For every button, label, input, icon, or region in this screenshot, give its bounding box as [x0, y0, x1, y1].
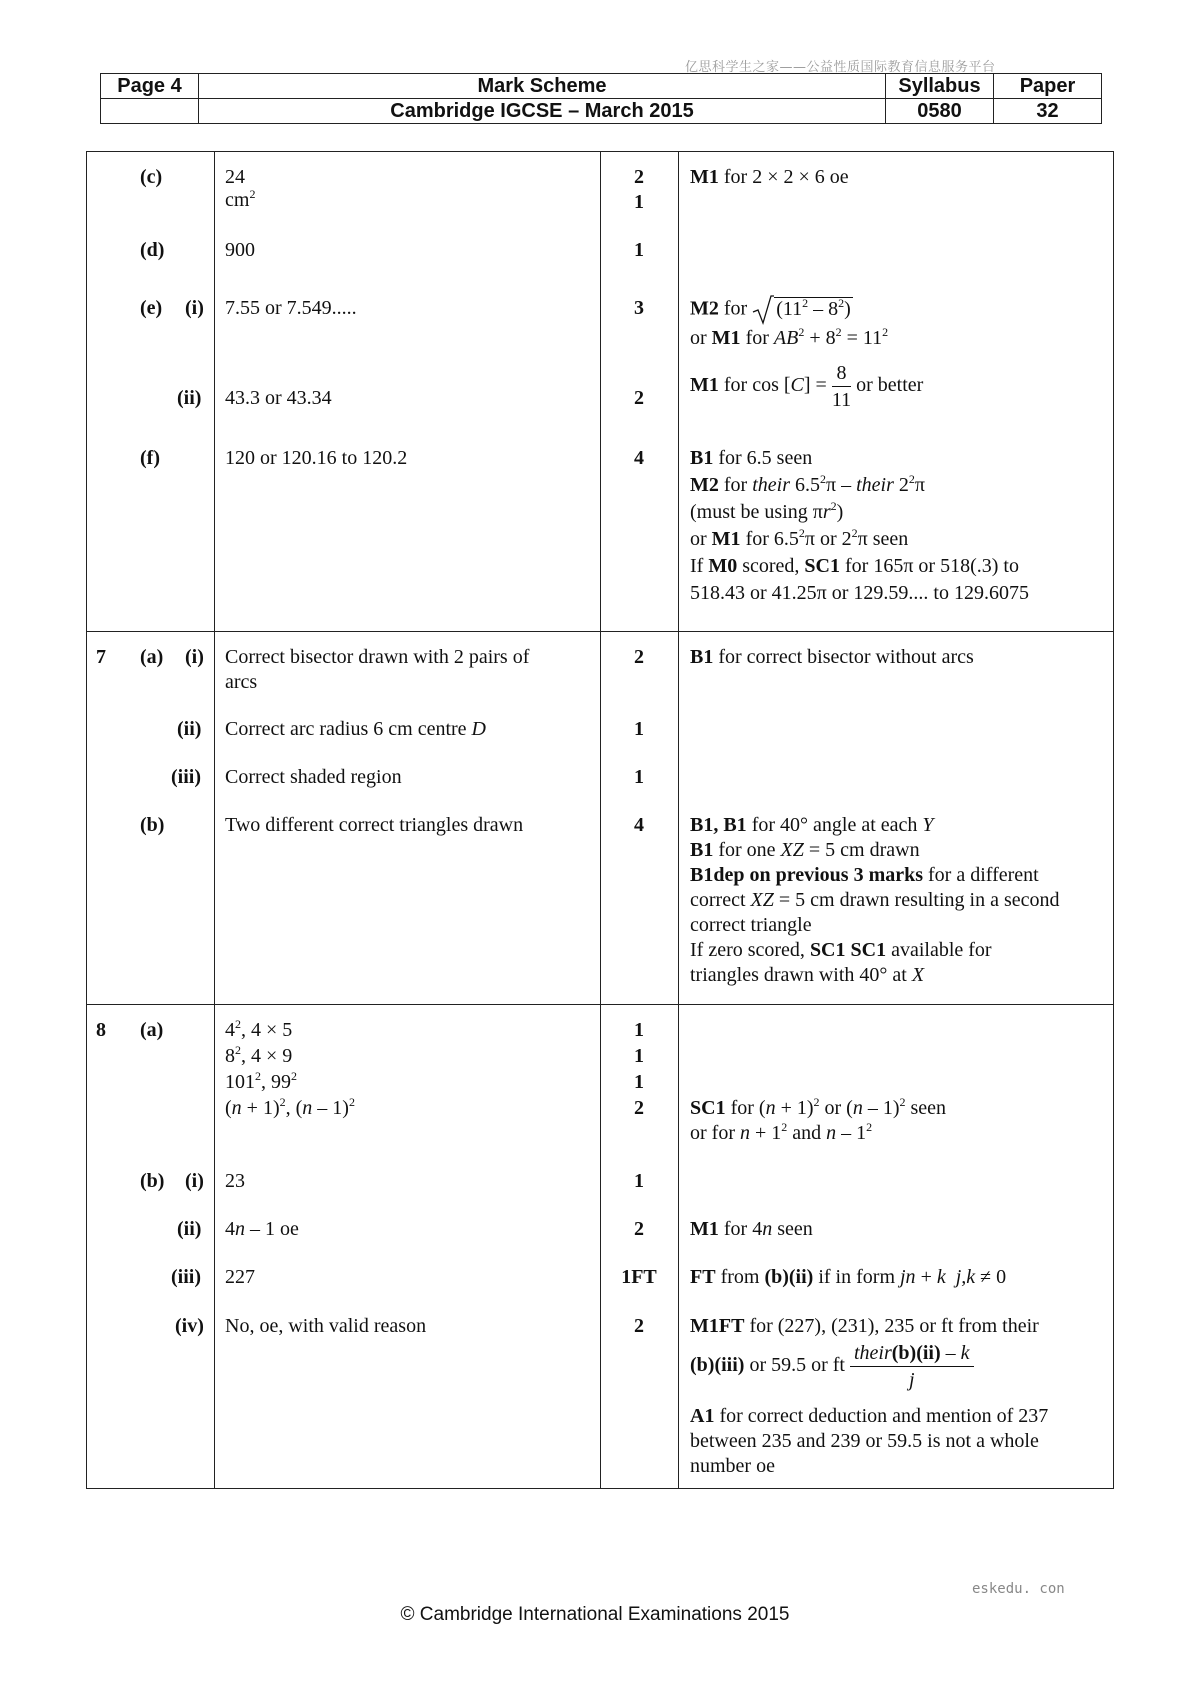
guidance-note: B1dep on previous 3 marks for a different	[690, 864, 1039, 886]
subpart-label: (i)	[185, 646, 204, 668]
watermark-text: 亿思科学生之家——公益性质国际教育信息服务平台	[685, 60, 996, 75]
answer: 900	[225, 239, 255, 261]
mark: 1	[634, 1170, 644, 1192]
guidance-note: FT from (b)(ii) if in form jn + k j,k ≠ 0	[690, 1266, 1007, 1288]
mark: 3	[634, 297, 644, 319]
column-divider	[600, 152, 601, 1488]
answer: 7.55 or 7.549.....	[225, 297, 357, 319]
answer: Correct arc radius 6 cm centre D	[225, 718, 486, 740]
guidance-note: SC1 for $(n + 1)^2$ or (n – 1)$^2$ seen	[690, 1095, 947, 1119]
answer: 43.3 or 43.34	[225, 387, 332, 409]
row-divider	[87, 631, 1113, 632]
answer: Two different correct triangles drawn	[225, 814, 524, 836]
row-divider	[87, 1004, 1113, 1005]
question-number: 8	[96, 1019, 106, 1041]
document-title: Mark Scheme	[199, 74, 886, 99]
mark: 1	[634, 718, 644, 740]
answer: arcs	[225, 671, 258, 693]
subpart-label: (iii)	[171, 1266, 201, 1288]
part-label: (c)	[140, 166, 163, 188]
mark: 1FT	[621, 1266, 657, 1288]
guidance-note: or M1 for $AB^2 + 8^2 = 11^2$	[690, 325, 889, 349]
mark: 2	[634, 1097, 644, 1119]
paper-label: Paper	[994, 74, 1102, 99]
question-number: 7	[96, 646, 106, 668]
subpart-label: (i)	[185, 297, 204, 319]
guidance-note: M1 for cos [C] = $\frac{8}{11}$ or better	[690, 362, 924, 411]
guidance-note: If M0 scored, SC1 for 165π or 518(.3) to	[690, 555, 1019, 577]
mark: 1	[634, 766, 644, 788]
mark: 2	[634, 1218, 644, 1240]
guidance-note: or M1 for $6.5^2\pi$ or $2^2\pi$ seen	[690, 526, 909, 550]
mark-scheme-table	[86, 151, 1114, 1489]
answer: $(n + 1)^2$, (n – 1)$^2$	[225, 1095, 355, 1119]
mark: 1	[634, 1019, 644, 1041]
site-watermark: eskedu. con	[972, 1581, 1065, 1597]
fraction: $\frac{8}{11}$	[831, 362, 852, 411]
answer: 23	[225, 1170, 245, 1192]
guidance-note: correct XZ = 5 cm drawn resulting in a second	[690, 889, 1060, 911]
part-label: (d)	[140, 239, 165, 261]
document-subtitle: Cambridge IGCSE – March 2015	[199, 99, 886, 124]
guidance-note: between 235 and 239 or 59.5 is not a whole	[690, 1430, 1039, 1452]
header-table	[100, 73, 1102, 124]
guidance-note: B1 for 6.5 seen	[690, 447, 813, 469]
mark: 2	[634, 646, 644, 668]
square-root: $(11^2 - 8^2)$	[752, 294, 853, 326]
guidance-note: M2 for $(11^2 - 8^2)$	[690, 294, 853, 326]
subpart-label: (ii)	[177, 1218, 202, 1240]
part-label: (e)	[140, 297, 163, 319]
part-label: (a)	[140, 1019, 164, 1041]
part-label: (a)	[140, 646, 164, 668]
mark: 1	[634, 239, 644, 261]
answer: Correct shaded region	[225, 766, 402, 788]
subpart-label: (iv)	[175, 1315, 204, 1337]
subpart-label: (iii)	[171, 766, 201, 788]
guidance-note: If zero scored, SC1 SC1 available for	[690, 939, 992, 961]
guidance-note: (must be using $\pi r^2$)	[690, 499, 844, 523]
mark: 4	[634, 447, 644, 469]
mark: 4	[634, 814, 644, 836]
answer: 24	[225, 166, 245, 188]
guidance-note: B1, B1 for 40° angle at each Y	[690, 814, 934, 836]
mark: 1	[634, 191, 644, 213]
mark: 1	[634, 1071, 644, 1093]
subpart-label: (i)	[185, 1170, 204, 1192]
subpart-label: (ii)	[177, 387, 202, 409]
mark: 2	[634, 387, 644, 409]
mark: 1	[634, 1045, 644, 1067]
part-label: (f)	[140, 447, 160, 469]
guidance-note: triangles drawn with 40° at X	[690, 964, 925, 986]
answer: 4n – 1 oe	[225, 1218, 299, 1240]
guidance-note: B1 for correct bisector without arcs	[690, 646, 974, 668]
answer: 120 or 120.16 to 120.2	[225, 447, 408, 469]
fraction: $\frac{\text{their(b)(ii) – k}}{j}$	[850, 1340, 974, 1393]
page-number: Page 4	[101, 74, 199, 99]
guidance-note: 518.43 or 41.25π or 129.59.... to 129.6075	[690, 582, 1029, 604]
guidance-note: M1 for 2 × 2 × 6 oe	[690, 166, 849, 188]
answer: No, oe, with valid reason	[225, 1315, 427, 1337]
column-divider	[214, 152, 215, 1488]
part-label: (b)	[140, 1170, 165, 1192]
mark: 2	[634, 166, 644, 188]
mark: 2	[634, 1315, 644, 1337]
answer: $4^2$, 4 × 5	[225, 1017, 293, 1041]
answer: Correct bisector drawn with 2 pairs of	[225, 646, 530, 668]
guidance-note: number oe	[690, 1455, 775, 1477]
guidance-note: A1 for correct deduction and mention of 237	[690, 1405, 1049, 1427]
syllabus-label: Syllabus	[886, 74, 994, 99]
guidance-note: (b)(iii) or 59.5 or ft $\frac{\text{their(b)(ii) – k}}{j}$	[690, 1340, 974, 1393]
answer-unit: $cm^2$	[225, 187, 256, 211]
column-divider	[678, 152, 679, 1488]
guidance-note: M2 for their $6.5^2\pi$ – their $2^2\pi$	[690, 472, 925, 496]
subpart-label: (ii)	[177, 718, 202, 740]
part-label: (b)	[140, 814, 165, 836]
guidance-note: M1 for 4n seen	[690, 1218, 813, 1240]
guidance-note: B1 for one XZ = 5 cm drawn	[690, 839, 920, 861]
paper-value: 32	[994, 99, 1102, 124]
guidance-note: correct triangle	[690, 914, 812, 936]
syllabus-value: 0580	[886, 99, 994, 124]
answer: $8^2$, 4 × 9	[225, 1043, 293, 1067]
answer: $101^2$, $99^2$	[225, 1069, 297, 1093]
guidance-note: M1FT for (227), (231), 235 or ft from their	[690, 1315, 1039, 1337]
footer-copyright: © Cambridge International Examinations 2015	[400, 1604, 790, 1625]
guidance-note: or for $n + 1^2$ and n – $1^2$	[690, 1120, 873, 1144]
radical-sign-icon	[752, 294, 774, 326]
answer: 227	[225, 1266, 255, 1288]
